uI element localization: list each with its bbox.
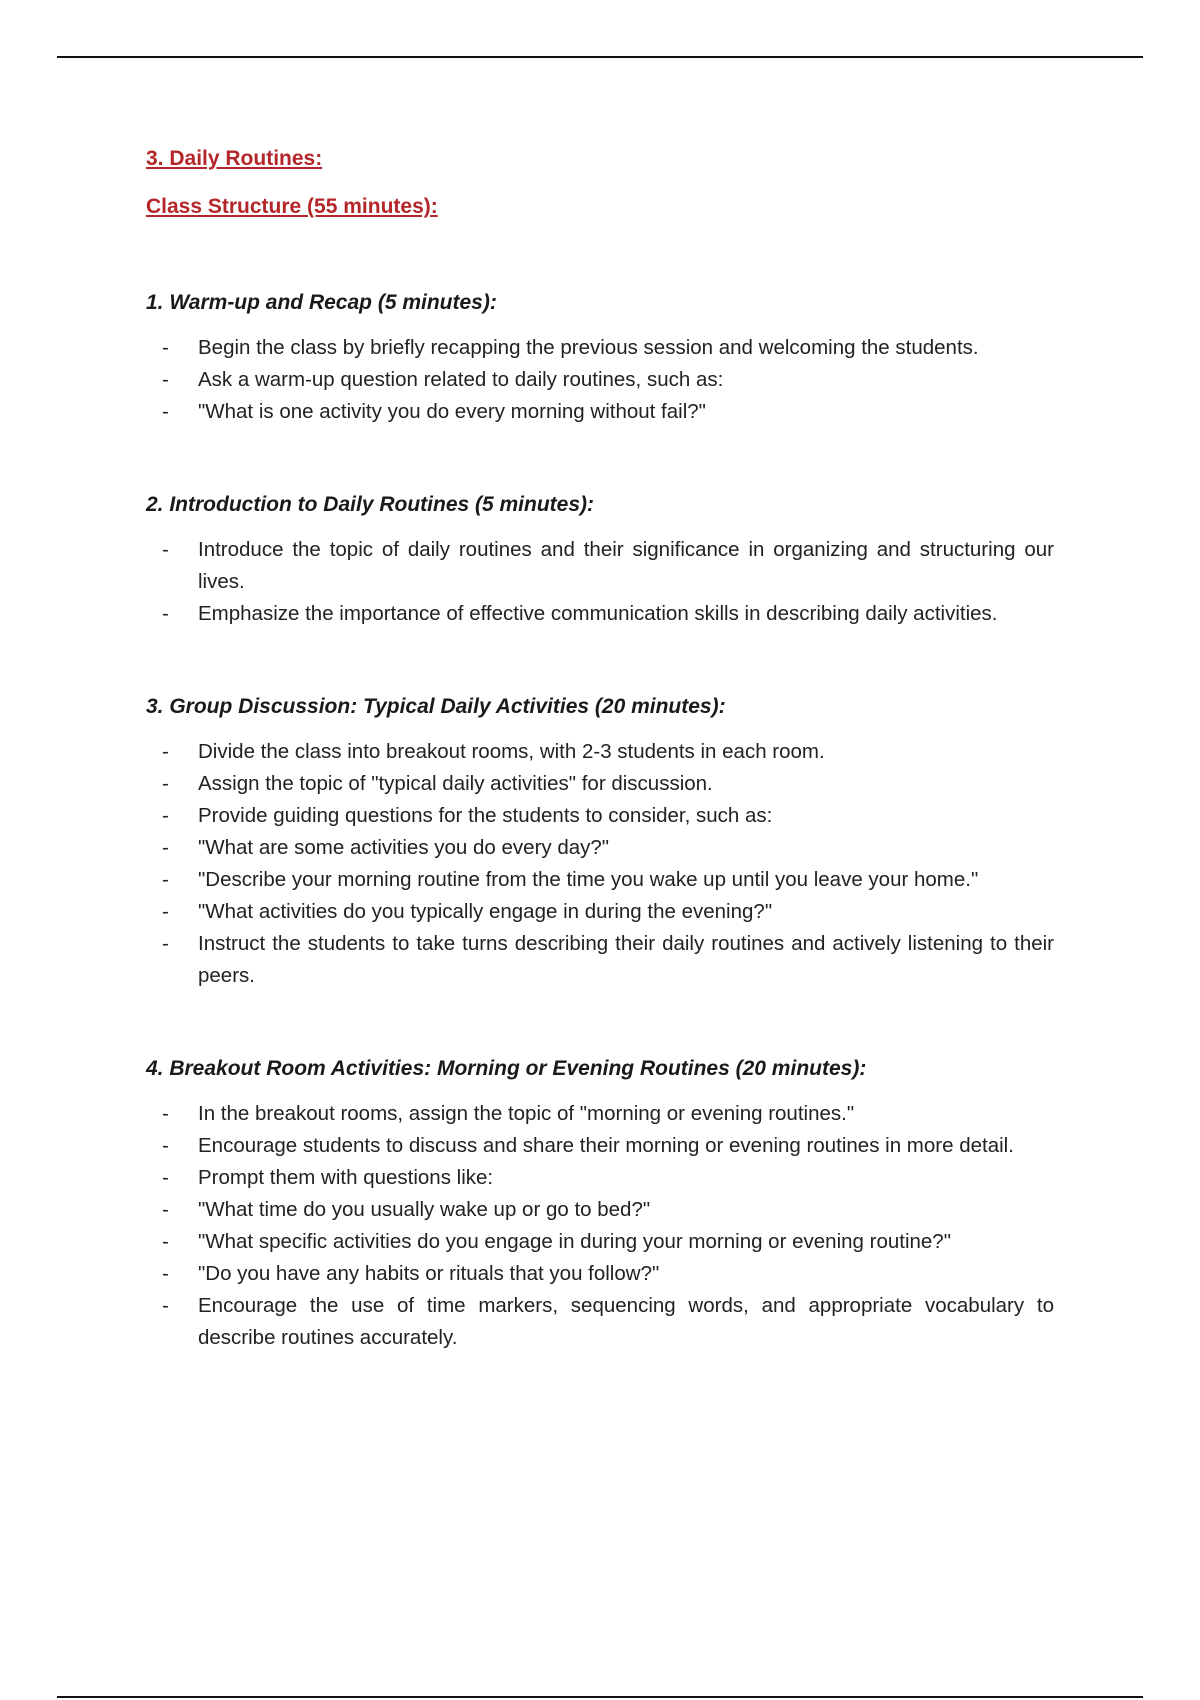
section-title: 4. Breakout Room Activities: Morning or Evening Routines (20 minutes): [146, 1057, 867, 1080]
list-item-text: "What is one activity you do every morning without fail?" [198, 400, 706, 423]
list-item-text: Introduce the topic of daily routines and their significance in organizing and structuring our lives. [198, 538, 1054, 593]
bullet-list [146, 534, 1054, 630]
list-item-text: Assign the topic of "typical daily activities" for discussion. [198, 772, 713, 795]
list-item [146, 864, 1054, 896]
bullet-list [146, 1098, 1054, 1354]
section-1 [146, 288, 1054, 428]
list-item [146, 1258, 1054, 1290]
list-item-text: Encourage the use of time markers, sequencing words, and appropriate vocabulary to describe routines accurately. [198, 1294, 1054, 1349]
bullet-dash-icon: - [162, 1198, 169, 1221]
list-item [146, 332, 1054, 364]
list-item-text: Ask a warm-up question related to daily routines, such as: [198, 368, 724, 391]
list-item [146, 534, 1054, 598]
list-item [146, 364, 1054, 396]
bullet-dash-icon: - [162, 1166, 169, 1189]
section-title: 2. Introduction to Daily Routines (5 minutes): [146, 493, 595, 516]
bullet-dash-icon: - [162, 1134, 169, 1157]
list-item-text: Instruct the students to take turns describing their daily routines and actively listening to their peers. [198, 932, 1054, 987]
list-item [146, 1130, 1054, 1162]
bullet-dash-icon: - [162, 336, 169, 359]
list-item-text: Prompt them with questions like: [198, 1166, 494, 1189]
list-item [146, 736, 1054, 768]
bullet-list [146, 736, 1054, 992]
list-item-text: "Describe your morning routine from the time you wake up until you leave your home." [198, 868, 979, 891]
bullet-dash-icon: - [162, 804, 169, 827]
list-item [146, 1290, 1054, 1354]
bullet-dash-icon: - [162, 772, 169, 795]
list-item [146, 1098, 1054, 1130]
class-structure-link[interactable]: Class Structure (55 minutes): [146, 195, 438, 218]
list-item [146, 598, 1054, 630]
list-item-text: "Do you have any habits or rituals that you follow?" [198, 1262, 660, 1285]
bullet-dash-icon: - [162, 740, 169, 763]
bullet-dash-icon: - [162, 538, 169, 561]
bullet-dash-icon: - [162, 836, 169, 859]
list-item-text: "What time do you usually wake up or go to bed?" [198, 1198, 651, 1221]
bullet-list [146, 332, 1054, 428]
bullet-dash-icon: - [162, 900, 169, 923]
section-4 [146, 1054, 1054, 1354]
list-item [146, 928, 1054, 992]
bullet-dash-icon: - [162, 1102, 169, 1125]
list-item-text: In the breakout rooms, assign the topic of "morning or evening routines." [198, 1102, 855, 1125]
document-body [146, 144, 1054, 1354]
bullet-dash-icon: - [162, 932, 169, 955]
list-item-text: Divide the class into breakout rooms, with 2-3 students in each room. [198, 740, 825, 763]
section-3 [146, 692, 1054, 992]
section-title: 3. Group Discussion: Typical Daily Activities (20 minutes): [146, 695, 726, 718]
bottom-horizontal-rule [57, 1696, 1143, 1698]
section-title: 1. Warm-up and Recap (5 minutes): [146, 291, 497, 314]
section-2 [146, 490, 1054, 630]
list-item-text: Provide guiding questions for the students to consider, such as: [198, 804, 773, 827]
list-item-text: "What are some activities you do every day?" [198, 836, 610, 859]
bullet-dash-icon: - [162, 602, 169, 625]
list-item [146, 1226, 1054, 1258]
list-item [146, 768, 1054, 800]
list-item [146, 800, 1054, 832]
list-item-text: "What specific activities do you engage in during your morning or evening routine?" [198, 1230, 951, 1253]
list-item-text: "What activities do you typically engage in during the evening?" [198, 900, 773, 923]
document-heading-link[interactable]: 3. Daily Routines: [146, 147, 323, 170]
list-item [146, 1162, 1054, 1194]
bullet-dash-icon: - [162, 368, 169, 391]
list-item-text: Emphasize the importance of effective communication skills in describing daily activities. [198, 602, 998, 625]
bullet-dash-icon: - [162, 1230, 169, 1253]
bullet-dash-icon: - [162, 868, 169, 891]
list-item [146, 1194, 1054, 1226]
list-item [146, 396, 1054, 428]
bullet-dash-icon: - [162, 400, 169, 423]
list-item-text: Begin the class by briefly recapping the previous session and welcoming the students. [198, 336, 979, 359]
bullet-dash-icon: - [162, 1294, 169, 1317]
sections-container [146, 288, 1054, 1354]
top-horizontal-rule [57, 56, 1143, 58]
list-item [146, 896, 1054, 928]
bullet-dash-icon: - [162, 1262, 169, 1285]
list-item [146, 832, 1054, 864]
list-item-text: Encourage students to discuss and share their morning or evening routines in more detail. [198, 1134, 1014, 1157]
